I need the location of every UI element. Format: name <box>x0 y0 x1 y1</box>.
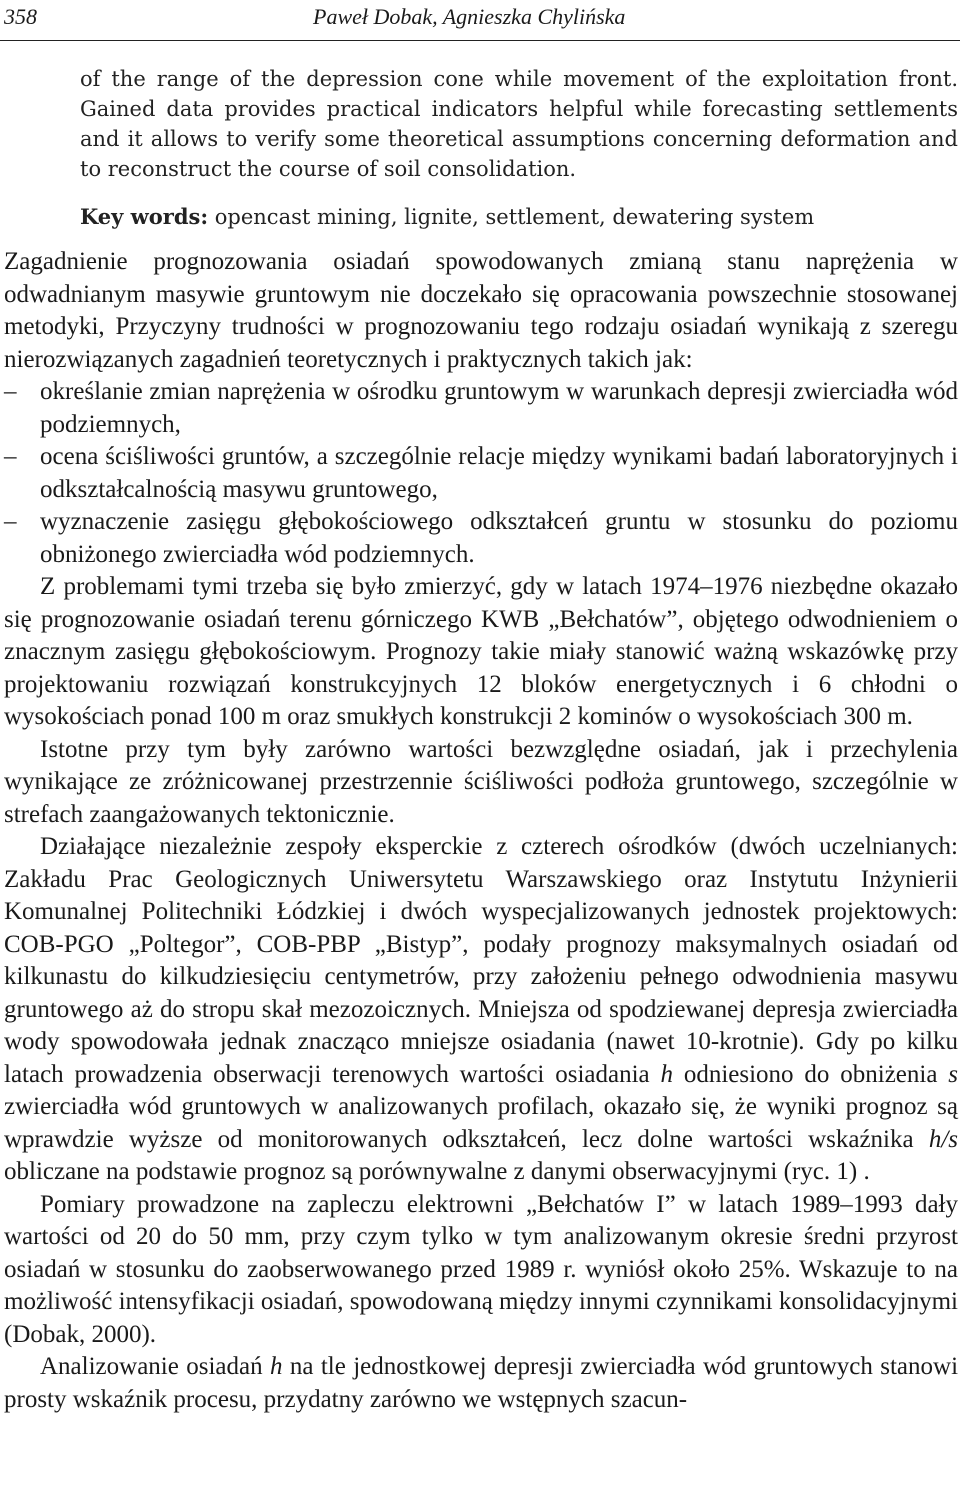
running-head-authors: Paweł Dobak, Agnieszka Chylińska <box>313 4 626 29</box>
abstract <box>80 64 958 232</box>
keywords-text: opencast mining, lignite, settlement, dewatering system <box>214 205 815 229</box>
dash-bullet: – <box>4 443 17 470</box>
dash-bullet: – <box>4 378 17 405</box>
list-item: – wyznaczenie zasięgu głębokościowego odkształceń gruntu w stosunku do poziomu obniżonego zwierciadła wód podziemnych. <box>4 508 958 568</box>
list-item: – ocena ściśliwości gruntów, a szczególnie relacje między wynikami badań laboratoryjnych i odkształcalnością masywu gruntowego, <box>4 443 958 503</box>
list-item: – określanie zmian naprężenia w ośrodku gruntowym w warunkach depresji zwierciadła wód podziemnych, <box>4 378 958 438</box>
paragraph-3: Istotne przy tym były zarówno wartości bezwzględne osiadań, jak i przechylenia wynikające ze zróżnicowanej przestrzennie ściśliwości podłoża gruntowego, szczególnie w strefach zaangażowanych tektonicznie. <box>4 735 958 828</box>
keywords-line <box>80 202 958 232</box>
dash-bullet: – <box>4 508 17 535</box>
issues-list <box>4 376 958 571</box>
abstract-paragraph: of the range of the depression cone while movement of the exploitation front. Gained data provides practical indicators helpful while forecasting settlements and it allows to verify some theoretical assumptions concerning deformation and to reconstruct the course of soil consolidation. <box>80 67 958 181</box>
paragraph-6: Analizowanie osiadań h na tle jednostkowej depresji zwierciadła wód gruntowych stanowi prosty wskaźnik procesu, przydatny zarówno we wstępnych szacun- <box>4 1353 959 1413</box>
page-number: 358 <box>4 4 37 29</box>
paragraph-intro: Zagadnienie prognozowania osiadań spowodowanych zmianą stanu naprężenia w odwadnianym masywie gruntowym nie doczekało się opracowania powszechnie stosowanej metodyki, Przyczyny trudności w prognozowaniu tego rodzaju osiadań wynikają z szeregu nierozwiązanych zagadnień teoretycznych i praktycznych takich jak: <box>4 248 958 373</box>
keywords-label: Key words: <box>80 204 209 229</box>
symbol-h-s: h/s <box>928 1125 959 1153</box>
running-header <box>0 0 960 41</box>
body-text <box>4 246 958 1416</box>
paragraph-2: Z problemami tymi trzeba się było zmierzyć, gdy w latach 1974–1976 niezbędne okazało się prognozowanie osiadań terenu górniczego KWB „Bełchatów”, objętego odwodnieniem o znacznym zasięgu głębokościowym. Prognozy takie miały stanowić ważną wskazówkę przy projektowaniu rozwiązań konstrukcyjnych 12 bloków energetycznych i 6 chłodni o wysokościach ponad 100 m oraz smukłych konstrukcji 2 kominów o wysokościach 300 m. <box>4 573 958 730</box>
symbol-s: s <box>948 1060 959 1088</box>
paragraph-5: Pomiary prowadzone na zapleczu elektrowni „Bełchatów I” w latach 1989–1993 dały wartości od 20 do 50 mm, przy czym tylko w tym analizowanym okresie średni przyrost osiadań w stosunku do zaobserwowanego przed 1989 r. wyniósł około 25%. Wskazuje to na możliwość intensyfikacji osiadań, spowodowaną między innymi czynnikami konsolidacyjnymi (Dobak, 2000). <box>4 1190 958 1348</box>
symbol-h: h <box>660 1060 673 1088</box>
paragraph-4: Działające niezależnie zespoły eksperckie z czterech ośrodków (dwóch uczelnianych: Zakładu Prac Geologicznych Uniwersytetu Warszawskiego oraz Instytutu Inżynierii Komunalnej Politechniki Łódzkiej i dwóch wyspecjalizowanych jednostek projektowych: COB-PGO „Poltegor”, COB-PBP „Bistyp”, podały prognozy maksymalnych osiadań od kilkunastu do kilkudziesięciu centymetrów, przy założeniu pełnego odwodnienia masywu gruntowego aż do stropu skał mezozoicznych. Mniejsza od spodziewanej depresja zwierciadła wody spowodowała jednak znacząco mniejsze osiadania (nawet 10-krotnie). Gdy po kilku latach prowadzenia obserwacji terenowych wartości osiadania h odniesiono do obniżenia s zwierciadła wód gruntowych w analizowanych profilach, okazało się, że wyniki prognoz są wprawdzie wyższe od monitorowanych odkształceń, lecz dolne wartości wskaźnika h/s obliczane na podstawie prognoz są porównywalne z danymi obserwacyjnymi (ryc. 1) . <box>4 833 959 1185</box>
symbol-h: h <box>269 1353 283 1380</box>
